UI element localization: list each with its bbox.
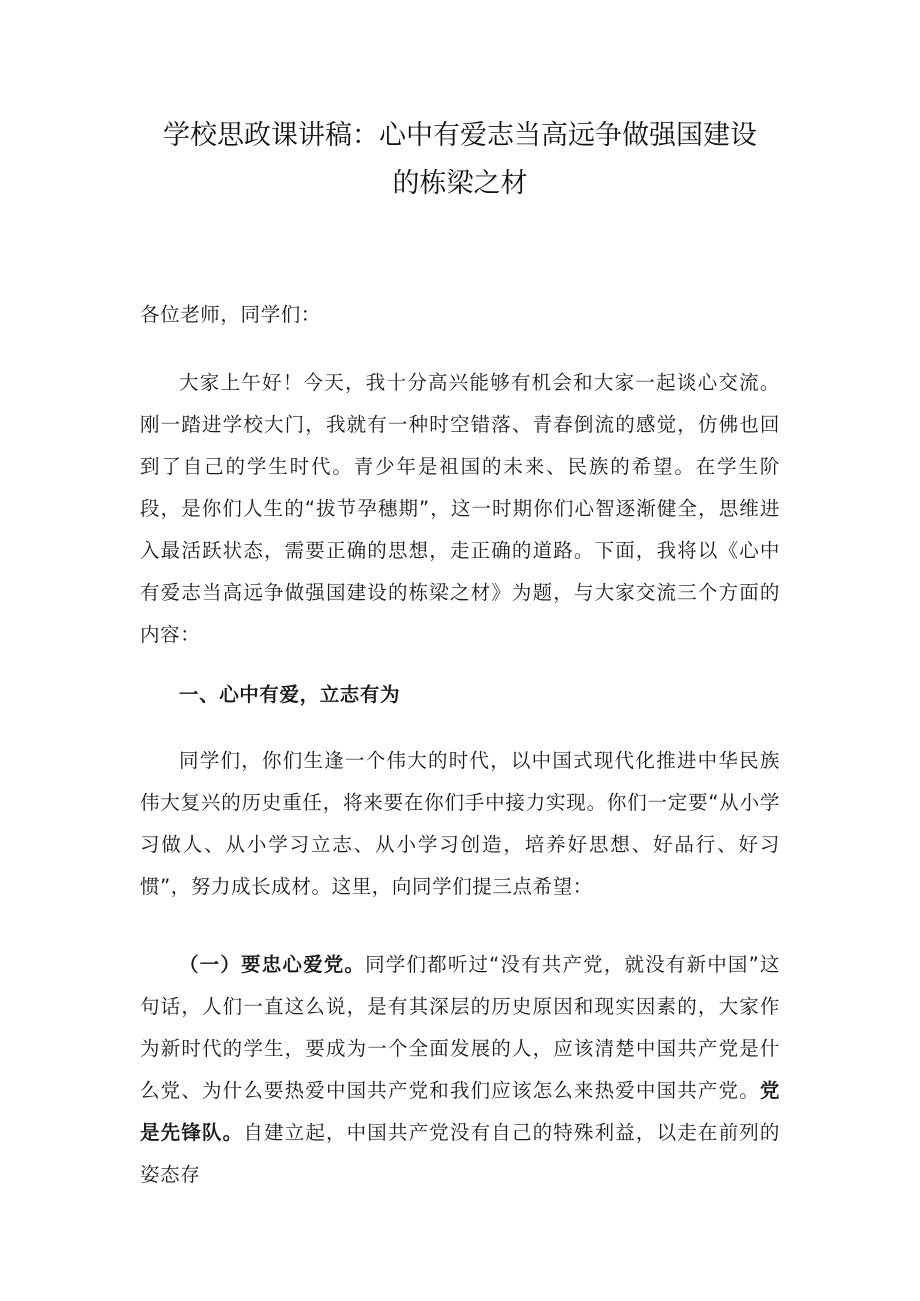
section-heading-1-text: 一、心中有爱，立志有为 — [179, 683, 401, 706]
paragraph-intro-text: 大家上午好！今天，我十分高兴能够有机会和大家一起谈心交流。刚一踏进学校大门，我就有一种时空错落、青春倒流的感觉，仿佛也回到了自己的学生时代。青少年是祖国的未来、民族的希望。在学生阶段，是你们人生的“拔节孕穗期”，这一时期你们心智逐渐健全，思维进入最活跃状态，需要正确的思想，走正确的道路。下面，我将以《心中有爱志当高远争做强国建设的栋梁之材》为题，与大家交流三个方面的内容： — [140, 371, 780, 646]
title-line-1: 学校思政课讲稿：心中有爱志当高远争做强国建设 — [163, 120, 757, 151]
paragraph-love-party-part1: 同学们都听过“没有共产党，就没有新中国”这句话，人们一直这么说，是有其深层的历史原因和现实因素的，大家作为新时代的学生，要成为一个全面发展的人，应该清楚中国共产党是什么党、为什么要热爱中国共产党和我们应该怎么来热爱中国共产党。 — [140, 953, 780, 1102]
section-heading-1 — [140, 674, 780, 716]
salutation — [140, 294, 780, 336]
paragraph-love-party-part2: 自建立起，中国共产党没有自己的特殊利益，以走在前列的姿态存 — [140, 1121, 780, 1186]
paragraph-hopes-text: 同学们，你们生逢一个伟大的时代，以中国式现代化推进中华民族伟大复兴的历史重任，将来要在你们手中接力实现。你们一定要“从小学习做人、从小学习立志、从小学习创造，培养好思想、好品行、好习惯”，努力成长成材。这里，向同学们提三点希望： — [140, 749, 780, 898]
paragraph-hopes — [140, 740, 780, 908]
paragraph-intro — [140, 362, 780, 656]
subheading-love-party: （一）要忠心爱党。 — [179, 953, 366, 976]
salutation-text: 各位老师，同学们： — [140, 303, 321, 326]
paragraph-love-party-text — [140, 944, 780, 1196]
paragraph-love-party — [140, 944, 780, 1196]
document-title — [120, 112, 800, 208]
title-line-2: 的栋梁之材 — [392, 168, 528, 199]
emphasis-vanguard: 党是先锋队。 — [140, 1079, 780, 1144]
